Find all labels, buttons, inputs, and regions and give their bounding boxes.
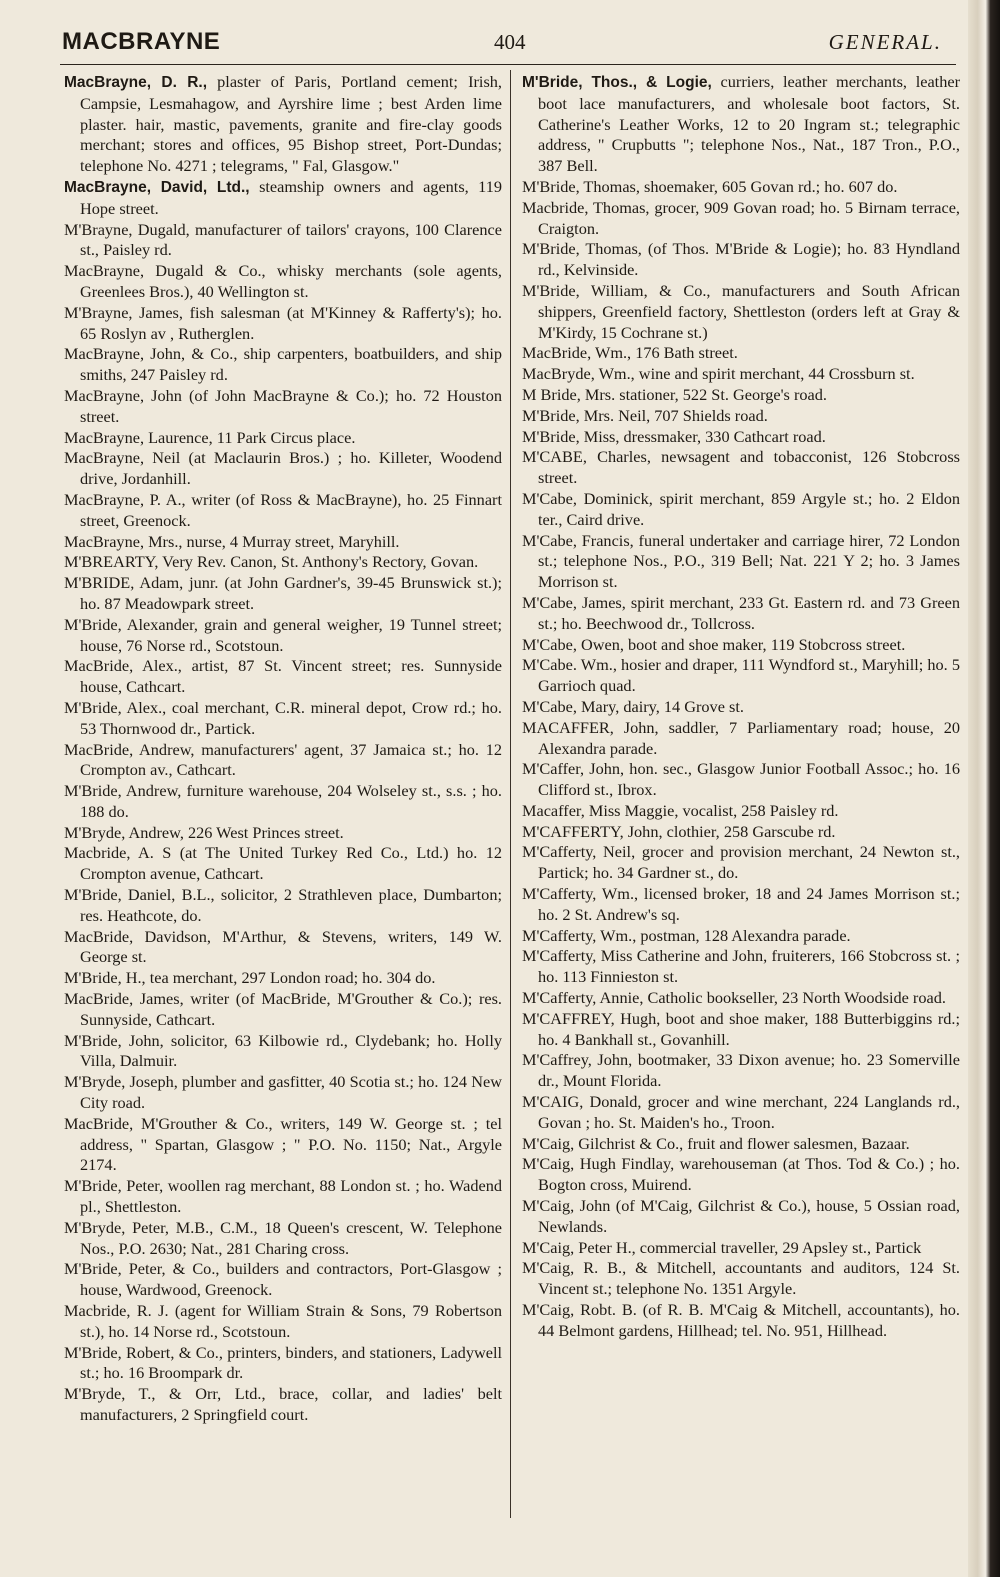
directory-entry [64,1176,502,1218]
directory-entry [522,489,960,531]
entry-text: MacBrayne, John, & Co., ship carpenters, boatbuilders, and ship smiths, 247 Paisley rd. [64,344,502,385]
directory-entry [522,239,960,281]
entry-text: M'Brayne, Dugald, manufacturer of tailors' crayons, 100 Clarence st., Paisley rd. [64,219,502,260]
directory-entry [522,531,960,593]
entry-text: M'BRIDE, Adam, junr. (at John Gardner's, 39-45 Brunswick st.); ho. 87 Meadowpark street. [64,573,502,613]
entry-text: M'Bride, William, & Co., manufacturers and South African shippers, Greenfield factory, Shettleston (orders left at Gray & M'Kirdy, 15 Cochrane st.) [522,280,960,342]
directory-entry [522,697,960,718]
entry-text: M'Bride, Robert, & Co., printers, binders, and stationers, Ladywell st.; ho. 16 Broompark dr. [64,1342,502,1383]
directory-entry [522,72,960,177]
entry-text: M'Cabe, James, spirit merchant, 233 Gt. Eastern rd. and 73 Green st.; ho. Beechwood dr., Tollcross. [522,592,960,633]
entry-text: MacBride, Wm., 176 Bath street. [522,343,738,363]
directory-entry [522,842,960,884]
directory-entry [64,1259,502,1301]
entry-text: Macbride, A. S (at The United Turkey Red Co., Ltd.) ho. 12 Crompton avenue, Cathcart. [64,843,502,884]
entry-text: MacBride, M'Grouther & Co., writers, 149 W. George st. ; tel address, " Spartan, Glasgow ; " P.O. No. 1150; Nat., Argyle 2174. [64,1113,502,1175]
directory-entry [64,1343,502,1385]
directory-entry [64,656,502,698]
entry-text: M'BREARTY, Very Rev. Canon, St. Anthony's Rectory, Govan. [64,552,479,572]
entry-text: M'Caffrey, John, bootmaker, 33 Dixon avenue; ho. 23 Somerville dr., Mount Florida. [522,1050,960,1091]
directory-entry [64,740,502,782]
header-rule [60,64,956,65]
entry-text: Macaffer, Miss Maggie, vocalist, 258 Paisley rd. [522,800,839,820]
entry-text: MacBride, Alex., artist, 87 St. Vincent street; res. Sunnyside house, Cathcart. [64,656,502,697]
entry-text: MACAFFER, John, saddler, 7 Parliamentary road; house, 20 Alexandra parade. [522,717,960,758]
directory-entry [522,385,960,406]
entry-text: MacBride, Andrew, manufacturers' agent, 37 Jamaica st.; ho. 12 Crompton av., Cathcart. [64,739,502,780]
directory-entry [64,220,502,262]
directory-entry [64,261,502,303]
entry-text: M'Cafferty, Neil, grocer and provision merchant, 24 Newton st., Partick; ho. 34 Gardner st., do. [522,842,960,883]
running-head-name: MACBRAYNE [62,28,221,55]
entry-bold-name: M'Bride, Thos., & Logie, [522,74,712,91]
directory-entry [522,988,960,1009]
entry-text: MacBrayne, Mrs., nurse, 4 Murray street, Maryhill. [64,531,400,551]
entry-text: M'Caig, Hugh Findlay, warehouseman (at Thos. Tod & Co.) ; ho. Bogton cross, Muirend. [522,1154,960,1195]
entry-text: M'Cabe, Dominick, spirit merchant, 859 Argyle st.; ho. 2 Eldon ter., Caird drive. [522,488,960,529]
directory-entry [64,303,502,345]
book-spine-shadow [968,0,1000,1577]
entry-text: M Bride, Mrs. stationer, 522 St. George's road. [522,384,827,404]
entry-text: M'Bride, Peter, & Co., builders and contractors, Port-Glasgow ; house, Wardwood, Greenock. [64,1259,502,1300]
entry-text: M'Bryde, Joseph, plumber and gasfitter, 40 Scotia st.; ho. 124 New City road. [64,1072,502,1113]
entry-bold-name: MacBrayne, D. R., [64,74,208,91]
directory-entry [64,781,502,823]
page-header [62,28,942,62]
entry-text: M'Caig, Peter H., commercial traveller, 29 Apsley st., Partick [522,1237,922,1257]
directory-entry [522,1196,960,1238]
directory-entry [522,822,960,843]
entry-text: M'Bride, Peter, woollen rag merchant, 88 London st. ; ho. Wadend pl., Shettleston. [64,1176,502,1217]
directory-entry [522,1092,960,1134]
directory-entry [522,447,960,489]
entry-text: M'Bride, Andrew, furniture warehouse, 204 Wolseley st., s.s. ; ho. 188 do. [64,781,502,821]
entry-text: Macbride, R. J. (agent for William Strain & Sons, 79 Robertson st.), ho. 14 Norse rd., Scotstoun. [64,1301,502,1341]
directory-entry [522,1134,960,1155]
entry-text: M'Bride, Mrs. Neil, 707 Shields road. [522,405,768,425]
directory-entry [64,532,502,553]
entry-text: M'Caig, Gilchrist & Co., fruit and flower salesmen, Bazaar. [522,1133,910,1153]
directory-entry [64,843,502,885]
directory-entry [64,989,502,1031]
entry-text: M'Bride, Daniel, B.L., solicitor, 2 Strathleven place, Dumbarton; res. Heathcote, do. [64,885,502,925]
directory-entry [64,698,502,740]
entry-text: MacBrayne, Dugald & Co., whisky merchants (sole agents, Greenlees Bros.), 40 Wellington st. [64,261,502,301]
section-title: GENERAL. [828,30,942,54]
directory-entry [522,198,960,240]
entry-text: MacBrayne, John (of John MacBrayne & Co.); ho. 72 Houston street. [64,385,502,426]
directory-entry [64,448,502,490]
entry-text: M'Cafferty, Annie, Catholic bookseller, 23 North Woodside road. [522,988,946,1008]
entry-text: MacBrayne, Neil (at Maclaurin Bros.) ; ho. Killeter, Woodend drive, Jordanhill. [64,448,502,489]
entry-text: MacBryde, Wm., wine and spirit merchant, 44 Crossburn st. [522,364,915,384]
entry-text: M'Brayne, James, fish salesman (at M'Kinney & Rafferty's); ho. 65 Roslyn av , Rutherglen. [64,302,502,343]
entry-text: M'Bride, Thomas, (of Thos. M'Bride & Logie); ho. 83 Hyndland rd., Kelvinside. [522,239,960,280]
directory-entry [64,490,502,532]
entry-text: MacBride, Davidson, M'Arthur, & Stevens, writers, 149 W. George st. [64,926,502,967]
entry-text: M'Bride, H., tea merchant, 297 London road; ho. 304 do. [64,968,436,988]
entry-text: M'Bride, Alexander, grain and general weigher, 19 Tunnel street; house, 76 Norse rd., Scotstoun. [64,614,502,655]
entry-text: M'Caig, John (of M'Caig, Gilchrist & Co.), house, 5 Ossian road, Newlands. [522,1196,960,1236]
directory-entry [64,823,502,844]
directory-entry [522,1300,960,1342]
directory-entry [522,406,960,427]
entry-text: MacBrayne, P. A., writer (of Ross & MacBrayne), ho. 25 Finnart street, Greenock. [64,489,502,530]
entry-text: M'Bryde, Andrew, 226 West Princes street. [64,822,344,842]
directory-entry [522,343,960,364]
entry-text: plaster of Paris, Portland cement; Irish, Campsie, Lesmahagow, and Ayrshire lime ; best Arden lime plaster. hair, mastic, pavements, granite and fire-clay goods merchant; stores and offices, 95 Bishop street, Port-Dundas; telephone No. 4271 ; telegrams, " Fal, Glasgow." [80,72,502,176]
entry-text: M'CAFFREY, Hugh, boot and shoe maker, 188 Butterbiggins rd.; ho. 4 Bankhall st., Govanhill. [522,1008,960,1049]
directory-entry [64,72,502,177]
directory-entry [64,1384,502,1426]
entry-text: M'Cafferty, Miss Catherine and John, fruiterers, 166 Stobcross st. ; ho. 113 Finnieston st. [522,946,960,987]
directory-entry [64,1114,502,1176]
entry-text: M'Bride, Miss, dressmaker, 330 Cathcart road. [522,426,826,446]
entry-text: M'Caig, Robt. B. (of R. B. M'Caig & Mitchell, accountants), ho. 44 Belmont gardens, Hillhead; tel. No. 951, Hillhead. [522,1300,960,1340]
directory-entry [64,1031,502,1073]
column-divider [510,70,511,1518]
right-column [522,72,960,1342]
directory-entry [522,364,960,385]
directory-entry [64,968,502,989]
entry-bold-name: MacBrayne, David, Ltd., [64,178,250,196]
directory-entry [522,1154,960,1196]
entry-text: M'Cabe, Francis, funeral undertaker and carriage hirer, 72 London st.; telephone Nos., P.O., 319 Bell; Nat. 221 Y 2; ho. 3 James Morrison st. [522,530,960,592]
entry-text: M'Bryde, Peter, M.B., C.M., 18 Queen's crescent, W. Telephone Nos., P.O. 2630; Nat., 281 Charing cross. [64,1217,502,1258]
directory-entry [522,884,960,926]
directory-entry [64,1072,502,1114]
directory-entry [64,615,502,657]
directory-entry [522,759,960,801]
entry-text: M'Cabe, Mary, dairy, 14 Grove st. [522,696,744,716]
entry-text: M'Bride, Alex., coal merchant, C.R. mineral depot, Crow rd.; ho. 53 Thornwood dr., Partick. [64,697,502,738]
directory-entry [522,1009,960,1051]
directory-entry [522,655,960,697]
directory-entry [64,927,502,969]
entry-text: M'Bride, Thomas, shoemaker, 605 Govan rd.; ho. 607 do. [522,176,898,196]
page-number: 404 [494,30,526,54]
directory-entry [64,386,502,428]
directory-entry [522,427,960,448]
directory-entry [522,801,960,822]
directory-entry [522,177,960,198]
entry-text: M'Cafferty, Wm., licensed broker, 18 and 24 James Morrison st.; ho. 2 St. Andrew's sq. [522,884,960,924]
directory-entry [522,635,960,656]
entry-text: Macbride, Thomas, grocer, 909 Govan road; ho. 5 Birnam terrace, Craigton. [522,197,960,238]
entry-text: M'Cabe, Owen, boot and shoe maker, 119 Stobcross street. [522,634,906,654]
directory-entry [64,1218,502,1260]
entry-text: M'Caffer, John, hon. sec., Glasgow Junior Football Assoc.; ho. 16 Clifford st., Ibrox. [522,759,960,800]
left-column [64,72,502,1426]
entry-text: M'Bride, John, solicitor, 63 Kilbowie rd., Clydebank; ho. Holly Villa, Dalmuir. [64,1030,502,1071]
directory-entry [522,281,960,343]
directory-entry [64,428,502,449]
directory-entry [64,344,502,386]
entry-text: M'Caig, R. B., & Mitchell, accountants and auditors, 124 St. Vincent st.; telephone No. 1351 Argyle. [522,1258,960,1299]
directory-entry [522,1238,960,1259]
directory-entry [522,1258,960,1300]
directory-entry [64,177,502,220]
entry-text: M'CAFFERTY, John, clothier, 258 Garscube rd. [522,821,836,841]
directory-entry [64,552,502,573]
directory-entry [522,926,960,947]
entry-text: M'Cabe. Wm., hosier and draper, 111 Wyndford st., Maryhill; ho. 5 Garrioch quad. [522,655,960,696]
entry-text: M'Bryde, T., & Orr, Ltd., brace, collar, and ladies' belt manufacturers, 2 Springfield court. [64,1384,502,1424]
entry-text: M'Cafferty, Wm., postman, 128 Alexandra parade. [522,925,851,945]
directory-entry [522,1050,960,1092]
directory-entry [522,718,960,760]
entry-text: M'CABE, Charles, newsagent and tobacconist, 126 Stobcross street. [522,447,960,488]
directory-entry [522,946,960,988]
directory-entry [64,885,502,927]
entry-text: MacBride, James, writer (of MacBride, M'Grouther & Co.); res. Sunnyside, Cathcart. [64,989,502,1029]
entry-text: steamship owners and agents, 119 Hope street. [80,176,503,218]
directory-entry [64,573,502,615]
entry-text: MacBrayne, Laurence, 11 Park Circus place. [64,427,356,447]
directory-entry [522,593,960,635]
directory-entry [64,1301,502,1343]
entry-text: M'CAIG, Donald, grocer and wine merchant, 224 Langlands rd., Govan ; ho. St. Maiden's ho., Troon. [522,1092,960,1132]
entry-text: curriers, leather merchants, leather boot lace manufacturers, and wholesale boot factors, St. Catherine's Leather Works, 12 to 20 Ingram st.; telegraphic address, " Crupbutts "; telephone Nos., Nat., 187 Tron., P.O., 387 Bell. [538,72,960,176]
